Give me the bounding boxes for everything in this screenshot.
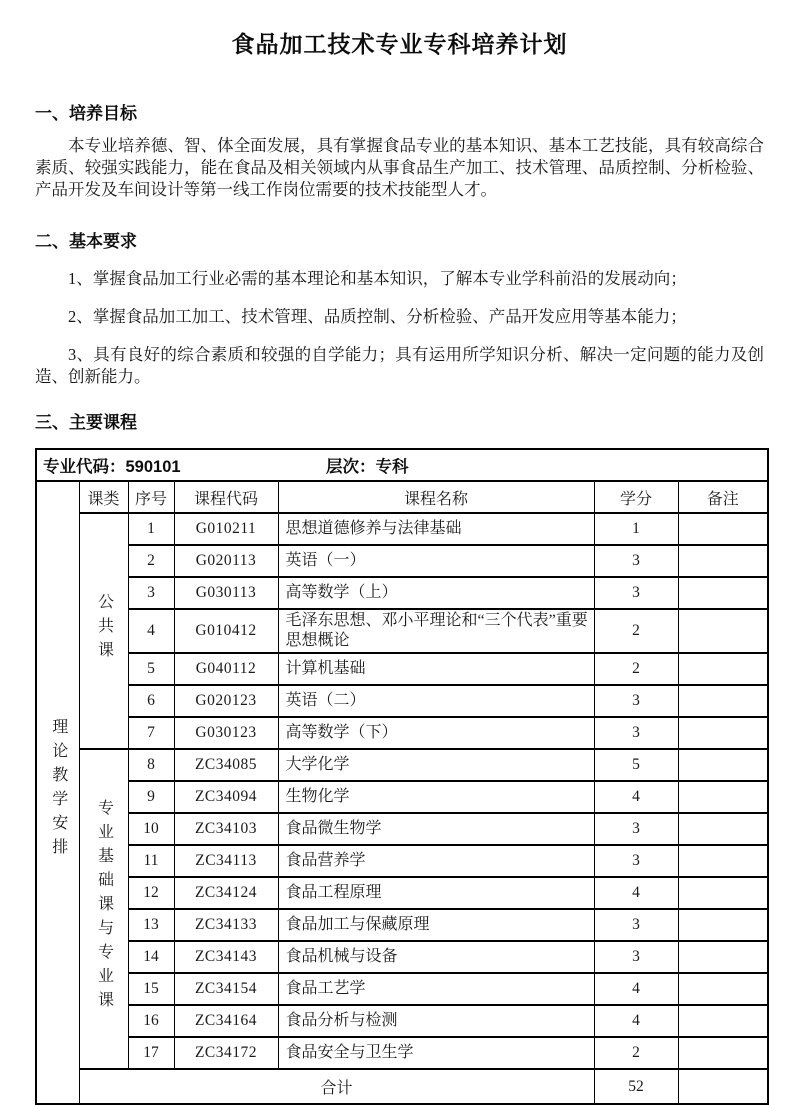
cell-no: 16 — [128, 1005, 174, 1037]
cell-name: 食品营养学 — [278, 845, 594, 877]
cell-credits: 4 — [594, 973, 678, 1005]
cell-name: 毛泽东思想、邓小平理论和“三个代表”重要思想概论 — [278, 609, 594, 653]
course-row — [36, 749, 768, 781]
column-header: 备注 — [678, 481, 768, 513]
course-row — [36, 1005, 768, 1037]
cell-remark — [678, 909, 768, 941]
cell-name: 食品微生物学 — [278, 813, 594, 845]
cell-remark — [678, 685, 768, 717]
cell-no: 6 — [128, 685, 174, 717]
cell-remark — [678, 845, 768, 877]
total-label-cell: 合计 — [79, 1069, 594, 1104]
cell-name: 大学化学 — [278, 749, 594, 781]
cell-name: 英语（一） — [278, 545, 594, 577]
course-table-wrapper — [35, 448, 764, 1105]
major-code-label: 专业代码：590101 — [43, 458, 181, 476]
cell-code: G020113 — [174, 545, 278, 577]
cell-no: 7 — [128, 717, 174, 749]
table-header-row — [36, 481, 768, 513]
cell-credits: 1 — [594, 513, 678, 545]
cell-no: 1 — [128, 513, 174, 545]
section-heading-courses: 三、主要课程 — [35, 413, 137, 432]
cell-code: G010211 — [174, 513, 278, 545]
cell-credits: 4 — [594, 877, 678, 909]
cell-no: 2 — [128, 545, 174, 577]
cell-remark — [678, 609, 768, 653]
cell-code: ZC34094 — [174, 781, 278, 813]
cell-remark — [678, 577, 768, 609]
cell-credits: 3 — [594, 577, 678, 609]
course-row — [36, 577, 768, 609]
total-credits-cell: 52 — [594, 1069, 678, 1104]
cell-remark — [678, 1037, 768, 1069]
goal-paragraph: 本专业培养德、智、体全面发展，具有掌握食品专业的基本知识、基本工艺技能，具有较高综合素质、较强实践能力，能在食品及相关领域内从事食品生产加工、技术管理、品质控制、分析检验、产品开发及车间设计等第一线工作岗位需要的技术技能型人才。 — [35, 136, 764, 199]
cell-credits: 3 — [594, 909, 678, 941]
course-row — [36, 609, 768, 653]
course-group-cell — [79, 749, 128, 1069]
cell-code: ZC34172 — [174, 1037, 278, 1069]
cell-name: 英语（二） — [278, 685, 594, 717]
cell-credits: 5 — [594, 749, 678, 781]
cell-no: 13 — [128, 909, 174, 941]
cell-remark — [678, 749, 768, 781]
cell-code: G010412 — [174, 609, 278, 653]
column-header: 序号 — [128, 481, 174, 513]
cell-no: 17 — [128, 1037, 174, 1069]
cell-remark — [678, 1005, 768, 1037]
cell-no: 8 — [128, 749, 174, 781]
course-row — [36, 653, 768, 685]
cell-remark — [678, 973, 768, 1005]
cell-credits: 3 — [594, 545, 678, 577]
cell-no: 11 — [128, 845, 174, 877]
level-label: 层次：专科 — [326, 458, 409, 476]
cell-remark — [678, 781, 768, 813]
section-heading-requirements: 二、基本要求 — [35, 232, 137, 251]
cell-remark — [678, 877, 768, 909]
cell-remark — [678, 545, 768, 577]
requirement-item: 3、具有良好的综合素质和较强的自学能力；具有运用所学知识分析、解决一定问题的能力及创造、创新能力。 — [35, 345, 764, 386]
cell-no: 10 — [128, 813, 174, 845]
page-title: 食品加工技术专业专科培养计划 — [231, 31, 568, 57]
cell-code: G030113 — [174, 577, 278, 609]
course-row — [36, 513, 768, 545]
cell-remark — [678, 941, 768, 973]
cell-code: ZC34133 — [174, 909, 278, 941]
cell-code: ZC34113 — [174, 845, 278, 877]
cell-code: G020123 — [174, 685, 278, 717]
cell-code: ZC34164 — [174, 1005, 278, 1037]
cell-credits: 3 — [594, 813, 678, 845]
course-row — [36, 973, 768, 1005]
cell-code: ZC34085 — [174, 749, 278, 781]
cell-name: 高等数学（下） — [278, 717, 594, 749]
left-axis-cell — [36, 481, 79, 1104]
cell-remark — [678, 653, 768, 685]
column-header: 课类 — [79, 481, 128, 513]
cell-remark — [678, 513, 768, 545]
cell-code: ZC34124 — [174, 877, 278, 909]
cell-no: 15 — [128, 973, 174, 1005]
section-heading-goal: 一、培养目标 — [35, 104, 137, 123]
cell-credits: 3 — [594, 941, 678, 973]
cell-name: 食品分析与检测 — [278, 1005, 594, 1037]
course-row — [36, 845, 768, 877]
cell-code: G030123 — [174, 717, 278, 749]
cell-code: ZC34154 — [174, 973, 278, 1005]
cell-remark — [678, 717, 768, 749]
cell-no: 5 — [128, 653, 174, 685]
course-row — [36, 781, 768, 813]
total-remark-cell — [678, 1069, 768, 1104]
table-meta-row — [36, 449, 768, 481]
cell-code: ZC34103 — [174, 813, 278, 845]
course-row — [36, 717, 768, 749]
requirement-item: 2、掌握食品加工加工、技术管理、品质控制、分析检验、产品开发应用等基本能力； — [68, 307, 687, 326]
left-axis-label: 理论教学安排 — [49, 718, 67, 862]
course-group-cell — [79, 513, 128, 749]
table-meta-cell — [36, 449, 768, 481]
cell-code: G040112 — [174, 653, 278, 685]
cell-name: 食品安全与卫生学 — [278, 1037, 594, 1069]
cell-name: 食品加工与保藏原理 — [278, 909, 594, 941]
cell-credits: 2 — [594, 1037, 678, 1069]
cell-name: 食品工艺学 — [278, 973, 594, 1005]
cell-credits: 2 — [594, 609, 678, 653]
cell-code: ZC34143 — [174, 941, 278, 973]
course-group-label: 专业基础课与专业课 — [95, 798, 113, 1015]
course-row — [36, 941, 768, 973]
cell-credits: 2 — [594, 653, 678, 685]
course-table — [35, 448, 769, 1105]
cell-no: 4 — [128, 609, 174, 653]
cell-name: 生物化学 — [278, 781, 594, 813]
column-header: 课程代码 — [174, 481, 278, 513]
course-row — [36, 685, 768, 717]
cell-credits: 3 — [594, 685, 678, 717]
cell-credits: 3 — [594, 717, 678, 749]
cell-name: 食品工程原理 — [278, 877, 594, 909]
cell-no: 14 — [128, 941, 174, 973]
cell-name: 高等数学（上） — [278, 577, 594, 609]
course-group-label: 公共课 — [95, 592, 113, 665]
column-header: 课程名称 — [278, 481, 594, 513]
cell-name: 食品机械与设备 — [278, 941, 594, 973]
cell-name: 计算机基础 — [278, 653, 594, 685]
cell-no: 3 — [128, 577, 174, 609]
cell-credits: 3 — [594, 845, 678, 877]
course-row — [36, 545, 768, 577]
cell-credits: 4 — [594, 1005, 678, 1037]
course-row — [36, 813, 768, 845]
course-row — [36, 1037, 768, 1069]
cell-credits: 4 — [594, 781, 678, 813]
cell-remark — [678, 813, 768, 845]
requirement-item: 1、掌握食品加工行业必需的基本理论和基本知识，了解本专业学科前沿的发展动向； — [68, 269, 687, 288]
column-header: 学分 — [594, 481, 678, 513]
course-row — [36, 909, 768, 941]
cell-no: 9 — [128, 781, 174, 813]
cell-no: 12 — [128, 877, 174, 909]
cell-name: 思想道德修养与法律基础 — [278, 513, 594, 545]
table-total-row — [36, 1069, 768, 1104]
course-row — [36, 877, 768, 909]
